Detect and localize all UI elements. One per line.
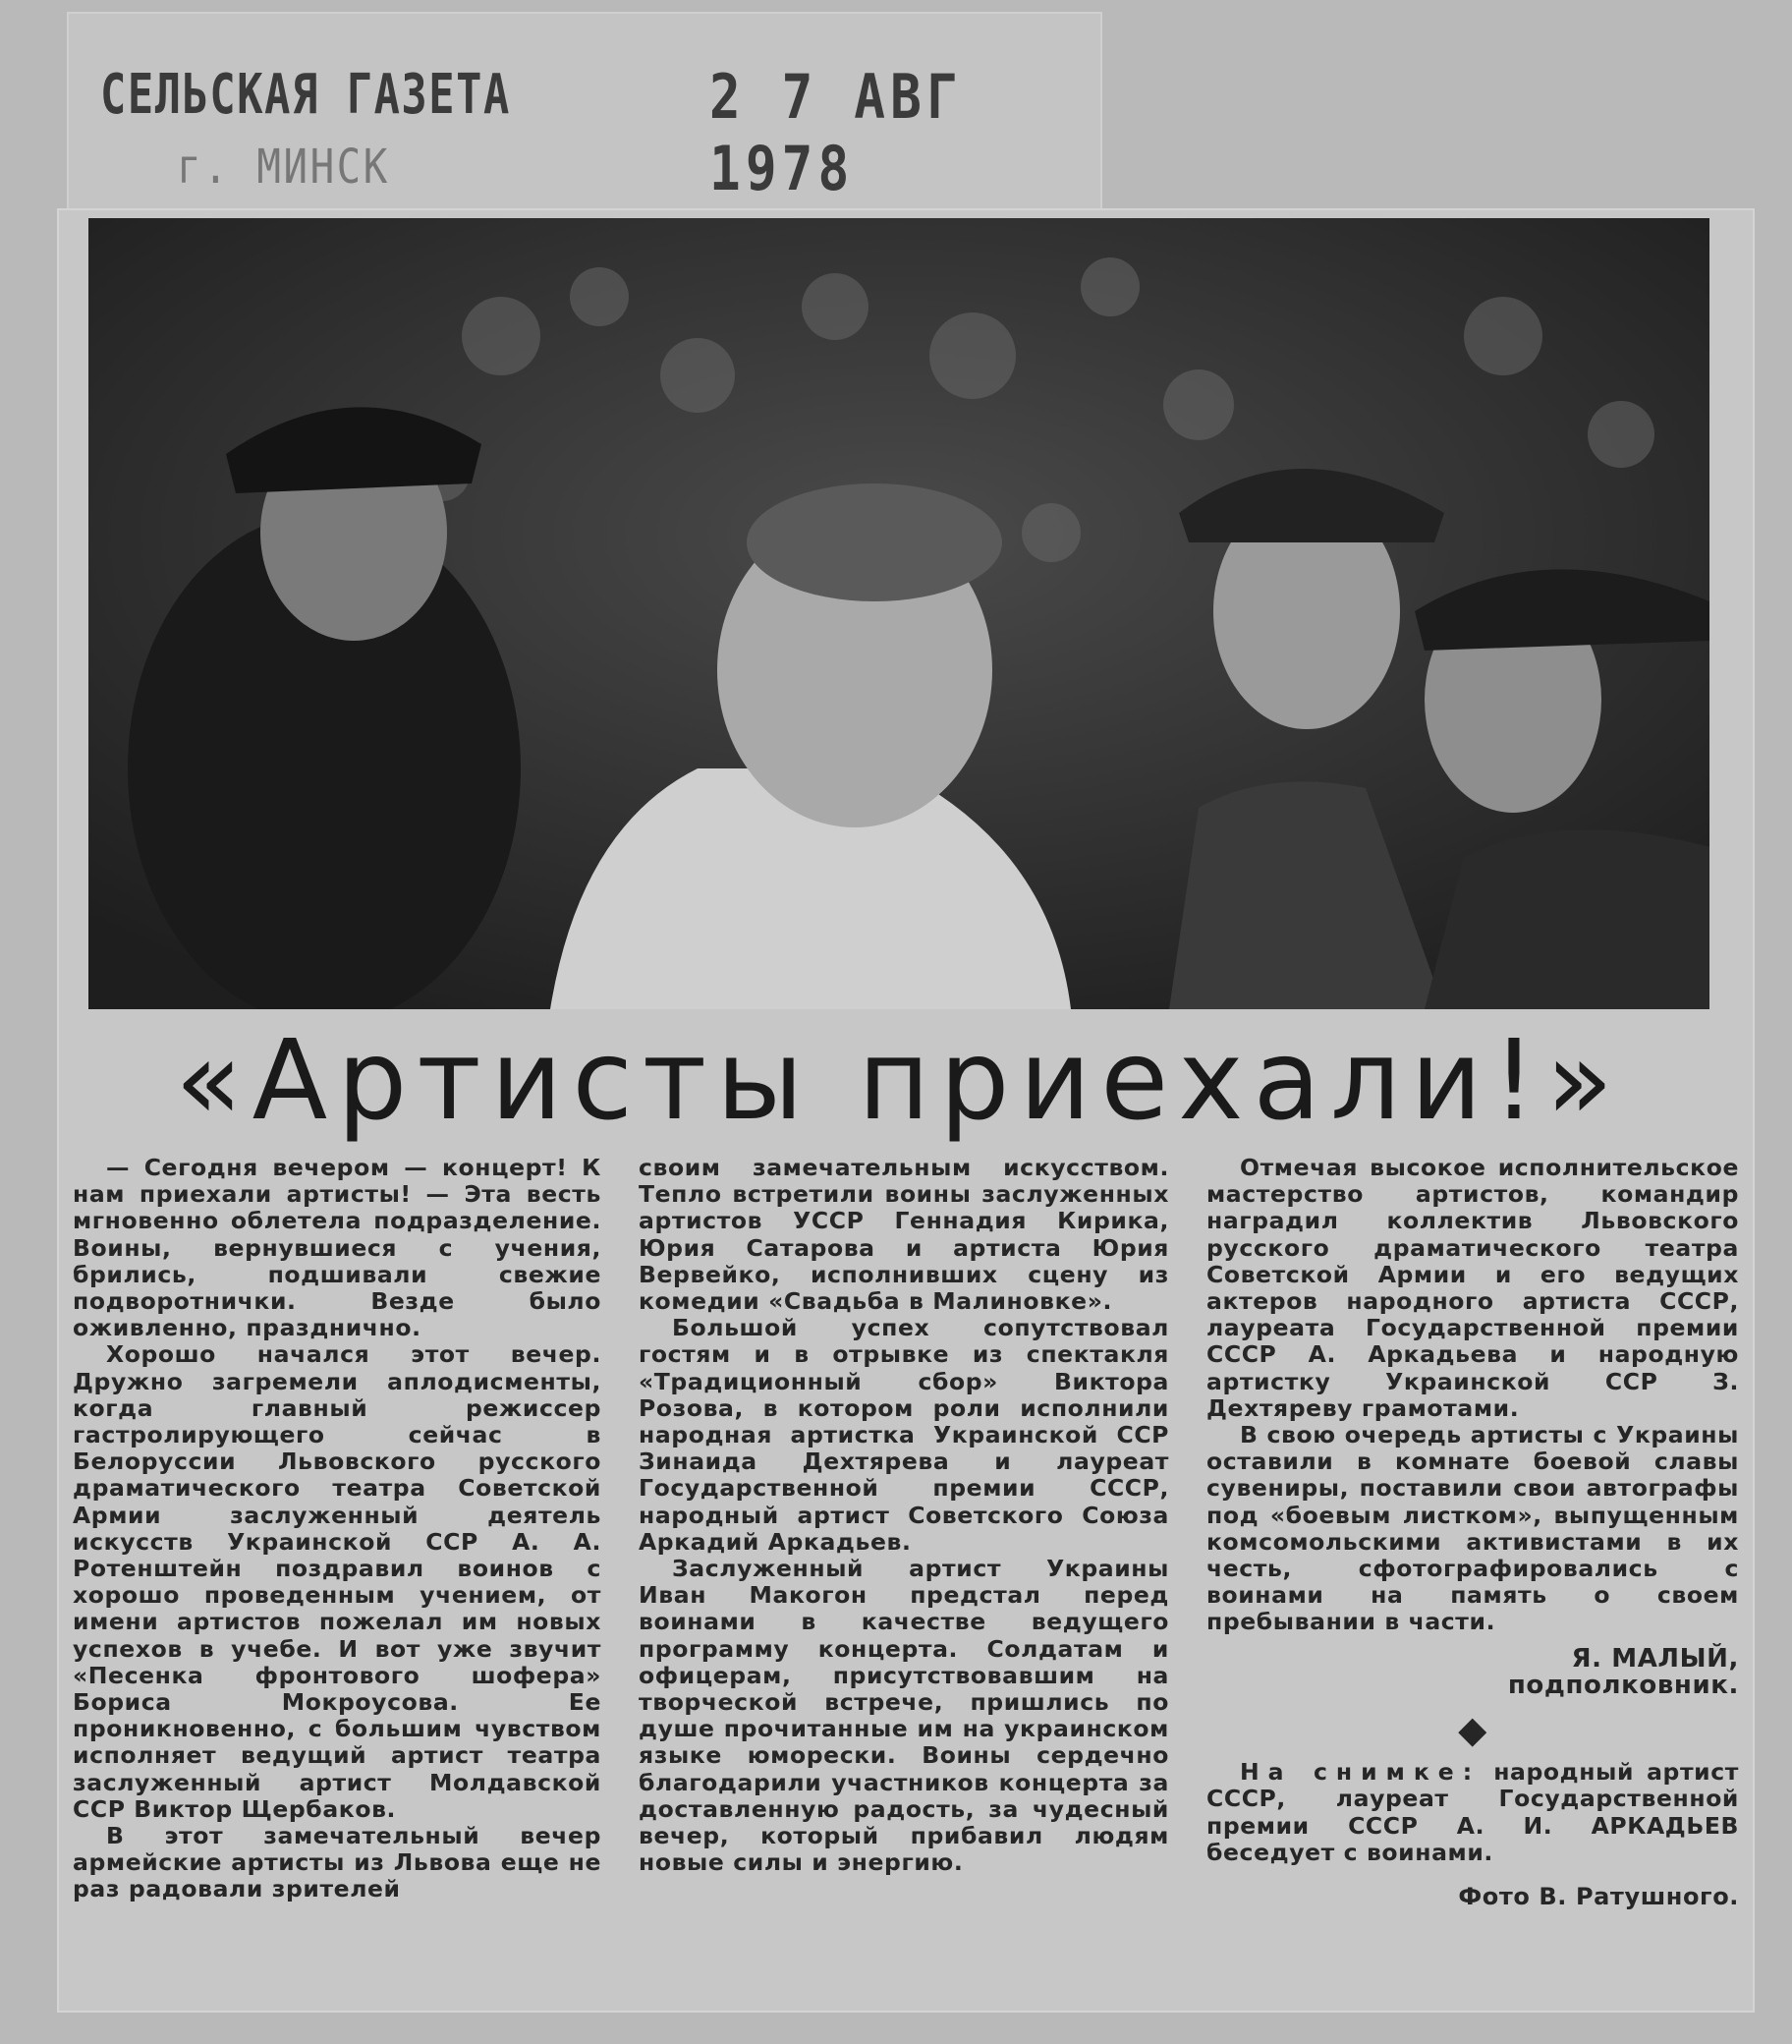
caption-text: народный артист СССР, лауреат Государственной премии СССР А. И. АРКАДЬЕВ беседует с воинами.: [1206, 1758, 1739, 1866]
article-column-1: [73, 1155, 601, 1903]
caption-lead: На снимке:: [1240, 1758, 1482, 1787]
paragraph: В этот замечательный вечер армейские артисты из Львова еще не раз радовали зрителей: [73, 1822, 601, 1903]
photo-soldiers-and-actor-icon: [88, 218, 1709, 1009]
article-column-2: [639, 1155, 1169, 1876]
stamp-newspaper-name: СЕЛЬСКАЯ ГАЗЕТА: [100, 63, 511, 127]
article-column-3: [1206, 1155, 1739, 1910]
paragraph: Отмечая высокое исполнительское мастерство артистов, командир наградил коллектив Львовского русского драматического театра Советской Армии и его ведущих актеров народного артиста СССР, лауреата Государственной премии СССР А. Аркадьева и народную артистку Украинской ССР З. Дехтяреву грамотами.: [1206, 1154, 1739, 1422]
paragraph: — Сегодня вечером — концерт! К нам приехали артисты! — Эта весть мгновенно облетела подразделение. Воины, вернувшиеся с учения, брились, подшивали свежие подворотнички. Везде было оживленно, празднично.: [73, 1154, 601, 1342]
paragraph: Заслуженный артист Украины Иван Макогон предстал перед воинами в качестве ведущего программу концерта. Солдатам и офицерам, присутствовавшим на творческой встрече, пришлись по душе прочитанные им на украинском языке юморески. Воины сердечно благодарили участников концерта за доставленную радость, за чудесный вечер, который прибавил людям новые силы и энергию.: [639, 1555, 1169, 1877]
diamond-separator-icon: ◆: [1458, 1708, 1487, 1752]
stamp-date: 2 7 АВГ 1978: [709, 61, 963, 204]
paragraph: Хорошо начался этот вечер. Дружно загремели аплодисменты, когда главный режиссер гастролирующего сейчас в Белоруссии Львовского русского драматического театра Советской Армии заслуженный деятель искусств Украинской ССР А. А. Ротенштейн поздравил воинов с хорошо проведенным учением, от имени артистов пожелал им новых успехов в учебе. И вот уже звучит «Песенка фронтового шофера» Бориса Мокроусова. Ее проникновенно, с большим чувством исполняет ведущий артист театра заслуженный артист Молдавской ССР Виктор Щербаков.: [73, 1340, 601, 1823]
article-headline: «Артисты приехали!»: [175, 1017, 1623, 1145]
author-signature: [1206, 1643, 1739, 1700]
newspaper-stamp: [67, 12, 1102, 240]
stamp-city: г. МИНСК: [177, 140, 390, 195]
photo-caption: [1206, 1759, 1739, 1866]
paragraph: В свою очередь артисты с Украины оставили в комнате боевой славы сувениры, поставили свои автографы под «боевым листком», выпущенным комсомольскими активистами в их честь, сфотографировались с воинами на память о своем пребывании в части.: [1206, 1421, 1739, 1636]
photo-credit: Фото В. Ратушного.: [1458, 1883, 1739, 1911]
author-rank: подполковник.: [1507, 1670, 1739, 1700]
author-name: Я. МАЛЫЙ,: [1571, 1643, 1739, 1674]
article-photo: [88, 218, 1709, 1009]
paragraph: своим замечательным искусством. Тепло встретили воины заслуженных артистов УССР Геннадия Кирика, Юрия Сатарова и артиста Юрия Вервейко, исполнивших сцену из комедии «Свадьба в Малиновке».: [639, 1154, 1169, 1316]
paragraph: Большой успех сопутствовал гостям и в отрывке из спектакля «Традиционный сбор» Виктора Розова, в котором роли исполнили народная артистка Украинской ССР Зинаида Дехтярева и лауреат Государственной премии СССР, народный артист Советского Союза Аркадий Аркадьев.: [639, 1314, 1169, 1556]
